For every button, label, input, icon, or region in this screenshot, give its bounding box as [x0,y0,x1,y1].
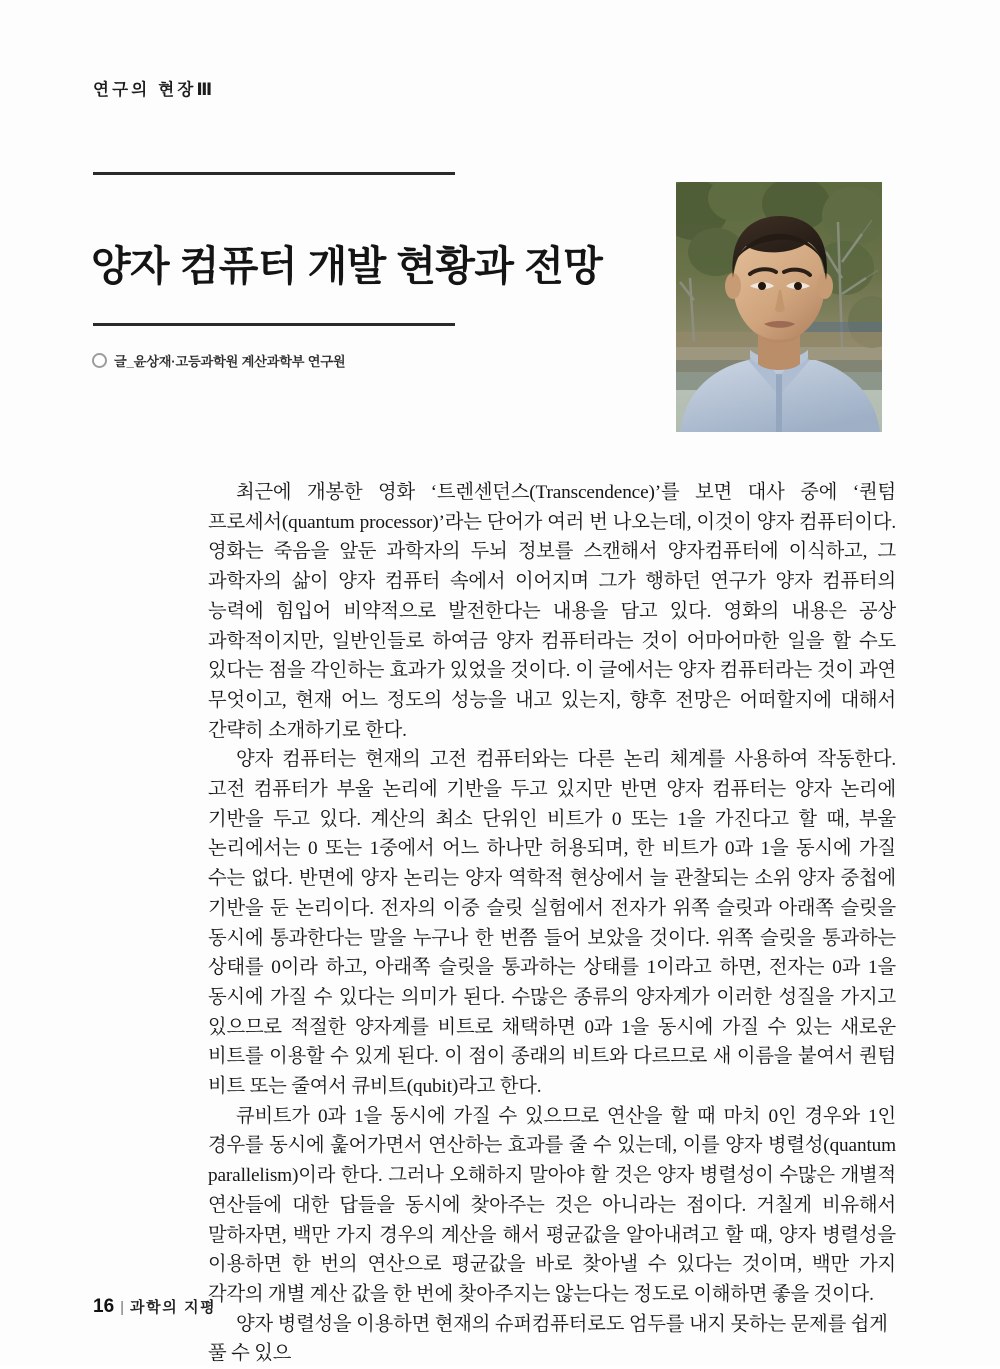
byline-text: 글_윤상재·고등과학원 계산과학부 연구원 [114,354,346,369]
portrait-illustration [676,182,882,432]
title-rule-bottom [93,323,455,326]
body-paragraph: 큐비트가 0과 1을 동시에 가질 수 있으므로 연산을 할 때 마치 0인 경우와 1인 경우를 동시에 훑어가면서 연산하는 효과를 줄 수 있는데, 이를 양자 병렬성(quantum parallelism)이라 한다. 그러나 오해하지 말아야 할 것은 양자 병렬성이 수많은 개별적 연산들에 대한 답들을 동시에 찾아주는 것은 아니라는 점이다. 거칠게 비유해서 말하자면, 백만 가지 경우의 계산을 해서 평균값을 알아내려고 할 때, 양자 병렬성을 이용하면 한 번의 연산으로 평균값을 바로 찾아낼 수 있다는 것이며, 백만 가지 각각의 개별 계산 값을 한 번에 찾아주지는 않는다는 정도로 이해하면 좋을 것이다. [208,1105,896,1305]
article-body [208,478,896,1369]
running-header-section-label: 연구의 현장Ⅲ [93,81,216,99]
footer-separator: | [120,1299,125,1316]
page-footer [93,1296,216,1318]
footer-magazine-title: 과학의 지평 [130,1299,217,1316]
page-title: 양자 컴퓨터 개발 현황과 전망 [91,243,603,290]
body-paragraph: 최근에 개봉한 영화 ‘트렌센던스(Transcendence)’를 보면 대사 중에 ‘퀀텀 프로세서(quantum processor)’라는 단어가 여러 번 나오는데, 이것이 양자 컴퓨터이다. 영화는 죽음을 앞둔 과학자의 두뇌 정보를 스캔해서 양자컴퓨터에 이식하고, 그 과학자의 삶이 양자 컴퓨터 속에서 이어지며 그가 행하던 연구가 양자 컴퓨터의 능력에 힘입어 비약적으로 발전한다는 내용을 담고 있다. 영화의 내용은 공상 과학적이지만, 일반인들로 하여금 양자 컴퓨터라는 것이 어마어마한 일을 할 수도 있다는 점을 각인하는 효과가 있었을 것이다. 이 글에서는 양자 컴퓨터라는 것이 과연 무엇이고, 현재 어느 정도의 성능을 내고 있는지, 향후 전망은 어떠할지에 대해서 간략히 소개하기로 한다. [208,482,896,741]
byline [92,351,345,370]
ring-bullet-icon [92,353,107,368]
body-paragraph: 양자 컴퓨터는 현재의 고전 컴퓨터와는 다른 논리 체계를 사용하여 작동한다. 고전 컴퓨터가 부울 논리에 기반을 두고 있지만 반면 양자 컴퓨터는 양자 논리에 기반을 두고 있다. 계산의 최소 단위인 비트가 0 또는 1을 가진다고 할 때, 부울 논리에서는 0 또는 1중에서 어느 하나만 허용되며, 한 비트가 0과 1을 동시에 가질 수는 없다. 반면에 양자 논리는 양자 역학적 현상에서 늘 관찰되는 소위 양자 중첩에 기반을 둔 논리이다. 전자의 이중 슬릿 실험에서 전자가 위쪽 슬릿과 아래쪽 슬릿을 동시에 통과한다는 말을 누구나 한 번쯤 들어 보았을 것이다. 위쪽 슬릿을 통과하는 상태를 0이라 하고, 아래쪽 슬릿을 통과하는 상태를 1이라고 하면, 전자는 0과 1을 동시에 가질 수 있다는 의미가 된다. 수많은 종류의 양자계가 이러한 성질을 가지고 있으므로 적절한 양자계를 비트로 채택하면 0과 1을 동시에 가질 수 있는 새로운 비트를 이용할 수 있게 된다. 이 점이 종래의 비트와 다르므로 새 이름을 붙여서 퀀텀 비트 또는 줄여서 큐비트(qubit)라고 한다. [208,749,896,1098]
title-rule-top [93,172,455,175]
body-paragraph: 양자 병렬성을 이용하면 현재의 슈퍼컴퓨터로도 엄두를 내지 못하는 문제를 쉽게 풀 수 있으 [208,1313,888,1365]
author-portrait-photo [676,182,882,432]
footer-page-number: 16 [93,1296,115,1317]
